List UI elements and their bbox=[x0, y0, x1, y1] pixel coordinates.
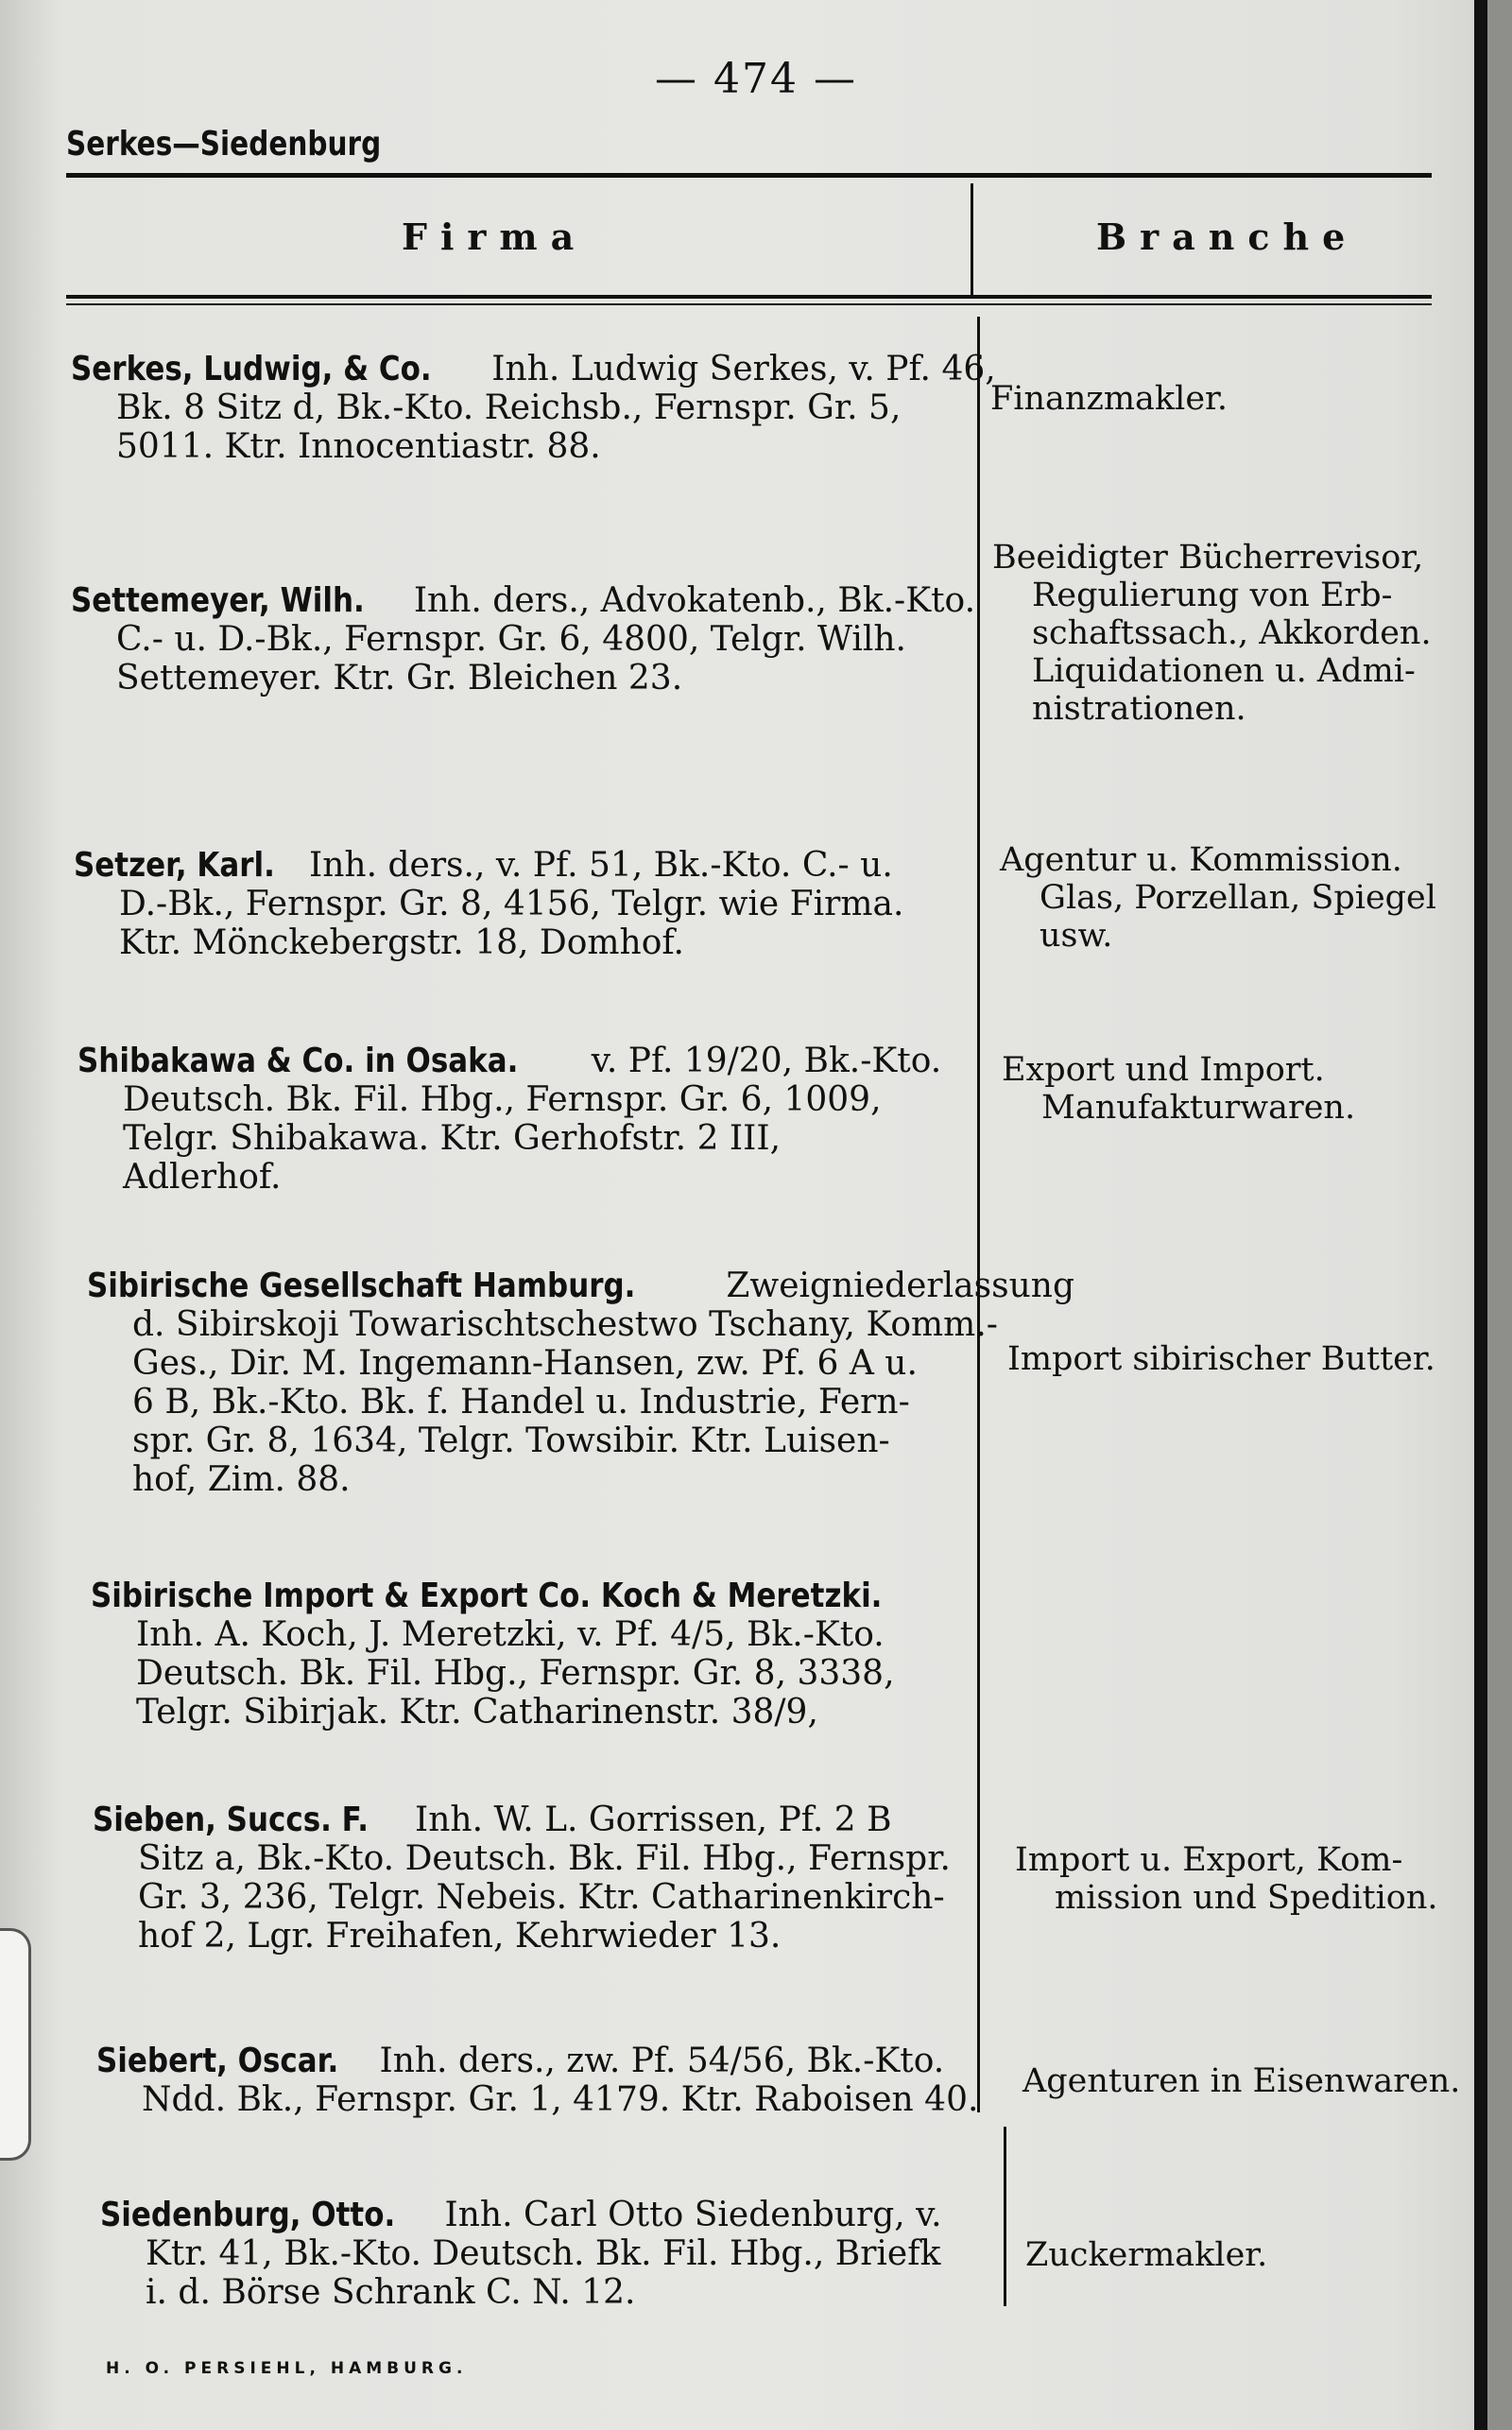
firm-name: Sibirische Gesellschaft Hamburg. bbox=[87, 1267, 636, 1305]
binding-tab bbox=[0, 1928, 31, 2161]
branche-line: Agentur u. Kommission. bbox=[1000, 841, 1402, 879]
branche-line: Manufakturwaren. bbox=[1041, 1089, 1356, 1127]
firm-line bbox=[71, 388, 988, 427]
firm-detail: Ges., Dir. M. Ingemann-Hansen, zw. Pf. 6 A u. bbox=[132, 1344, 918, 1383]
running-head: Serkes—Siedenburg bbox=[66, 125, 382, 164]
firm-line bbox=[71, 427, 988, 466]
branche-line: Glas, Porzellan, Spiegel bbox=[1040, 879, 1436, 917]
firm-detail: Ndd. Bk., Fernspr. Gr. 1, 4179. Ktr. Raboisen 40. bbox=[142, 2080, 979, 2119]
branche-line: mission und Spedition. bbox=[1055, 1879, 1438, 1917]
column-header-firma: Firma bbox=[402, 215, 588, 258]
firm-line bbox=[87, 1267, 1074, 1305]
branche-text bbox=[1007, 1340, 1489, 1378]
page-number: — 474 — bbox=[655, 55, 857, 103]
firm-detail: D.-Bk., Fernspr. Gr. 8, 4156, Telgr. wie Firma. bbox=[119, 885, 904, 923]
header-bottom-rule-2 bbox=[66, 303, 1432, 305]
directory-entry bbox=[87, 1267, 1074, 1499]
firm-text bbox=[100, 2196, 1017, 2312]
firm-line bbox=[93, 1839, 1009, 1878]
firm-name: Siedenburg, Otto. bbox=[100, 2196, 396, 2234]
branche-text bbox=[1022, 2062, 1504, 2100]
firm-name: Serkes, Ludwig, & Co. bbox=[71, 350, 432, 388]
branche-line: Beeidigter Bücherrevisor, bbox=[992, 539, 1424, 577]
firm-detail: Ktr. Mönckebergstr. 18, Domhof. bbox=[119, 923, 684, 962]
firm-text bbox=[71, 581, 988, 698]
firm-detail: Telgr. Sibirjak. Ktr. Catharinenstr. 38/9, bbox=[136, 1693, 818, 1732]
firm-line bbox=[74, 846, 990, 885]
branche-text bbox=[990, 380, 1472, 418]
firm-detail: Zweigniederlassung bbox=[726, 1267, 1074, 1305]
branche-text bbox=[1025, 2236, 1507, 2274]
firm-detail: spr. Gr. 8, 1634, Telgr. Towsibir. Ktr. Luisen- bbox=[132, 1422, 890, 1460]
firm-line bbox=[87, 1383, 1004, 1422]
firm-line bbox=[96, 2080, 1013, 2119]
firm-line bbox=[74, 923, 990, 962]
firm-line bbox=[71, 581, 988, 620]
firm-detail: Inh. Ludwig Serkes, v. Pf. 46, bbox=[491, 350, 996, 388]
firm-line bbox=[91, 1615, 1007, 1654]
branche-line: Import u. Export, Kom- bbox=[1015, 1841, 1403, 1879]
firm-detail: d. Sibirskoji Towarischtschestwo Tschany, Komm.- bbox=[132, 1305, 998, 1344]
directory-entry bbox=[93, 1801, 1009, 1956]
firm-line bbox=[71, 659, 988, 698]
firm-detail: Inh. ders., Advokatenb., Bk.-Kto. bbox=[413, 581, 976, 620]
directory-entry bbox=[77, 1042, 994, 1197]
directory-entry bbox=[71, 350, 996, 466]
firm-detail: Telgr. Shibakawa. Ktr. Gerhofstr. 2 III, bbox=[123, 1119, 782, 1158]
firm-detail: Settemeyer. Ktr. Gr. Bleichen 23. bbox=[116, 659, 683, 698]
firm-detail: 5011. Ktr. Innocentiastr. 88. bbox=[116, 427, 601, 466]
firm-line bbox=[100, 2234, 1017, 2273]
directory-entry bbox=[71, 581, 988, 698]
firm-text bbox=[71, 350, 996, 466]
firm-name: Sieben, Succs. F. bbox=[93, 1801, 369, 1839]
firm-name: Siebert, Oscar. bbox=[96, 2042, 339, 2080]
branche-line: Import sibirischer Butter. bbox=[1007, 1340, 1435, 1378]
firm-line bbox=[87, 1422, 1004, 1460]
firm-line bbox=[77, 1080, 994, 1119]
firm-detail: Sitz a, Bk.-Kto. Deutsch. Bk. Fil. Hbg., Fernspr. bbox=[138, 1839, 951, 1878]
firm-text bbox=[91, 1577, 1007, 1732]
firm-detail: Inh. A. Koch, J. Meretzki, v. Pf. 4/5, Bk.-Kto. bbox=[136, 1615, 885, 1654]
firm-text bbox=[87, 1267, 1074, 1499]
directory-entry bbox=[91, 1577, 1007, 1732]
firm-line bbox=[77, 1158, 994, 1197]
firm-detail: Inh. ders., v. Pf. 51, Bk.-Kto. C.- u. bbox=[309, 846, 893, 885]
branche-text bbox=[992, 539, 1474, 728]
firm-detail: Gr. 3, 236, Telgr. Nebeis. Ktr. Catharinenkirch- bbox=[138, 1878, 945, 1917]
firm-line bbox=[91, 1693, 1007, 1732]
firm-name: Sibirische Import & Export Co. Koch & Meretzki. bbox=[91, 1577, 883, 1615]
firm-detail: hof 2, Lgr. Freihafen, Kehrwieder 13. bbox=[138, 1917, 782, 1956]
firm-detail: Ktr. 41, Bk.-Kto. Deutsch. Bk. Fil. Hbg., Briefk bbox=[146, 2234, 941, 2273]
branche-line: schaftssach., Akkorden. bbox=[1032, 614, 1432, 652]
firm-line bbox=[74, 885, 990, 923]
directory-entry bbox=[96, 2042, 1013, 2119]
firm-line bbox=[87, 1344, 1004, 1383]
firm-name: Setzer, Karl. bbox=[74, 846, 275, 885]
branche-line: Zuckermakler. bbox=[1025, 2236, 1268, 2274]
firm-detail: Bk. 8 Sitz d, Bk.-Kto. Reichsb., Fernspr. Gr. 5, bbox=[116, 388, 902, 427]
branche-line: Regulierung von Erb- bbox=[1032, 577, 1393, 614]
firm-line bbox=[71, 620, 988, 659]
firm-detail: Inh. W. L. Gorrissen, Pf. 2 B bbox=[415, 1801, 892, 1839]
branche-line: Finanzmakler. bbox=[990, 380, 1228, 418]
firm-detail: Inh. Carl Otto Siedenburg, v. bbox=[444, 2196, 942, 2234]
branche-text bbox=[1000, 841, 1482, 955]
firm-text bbox=[74, 846, 990, 962]
printer-imprint: H. O. PERSIEHL, HAMBURG. bbox=[106, 2359, 468, 2378]
firm-detail: Adlerhof. bbox=[123, 1158, 282, 1197]
firm-line bbox=[96, 2042, 1013, 2080]
firm-line bbox=[87, 1460, 1004, 1499]
firm-line bbox=[77, 1119, 994, 1158]
directory-entry bbox=[74, 846, 990, 962]
firm-line bbox=[93, 1878, 1009, 1917]
column-header-branche: Branche bbox=[1096, 215, 1359, 258]
firm-name: Settemeyer, Wilh. bbox=[71, 581, 365, 620]
header-bottom-rule-1 bbox=[66, 295, 1432, 299]
firm-line bbox=[93, 1801, 1009, 1839]
branche-text bbox=[1015, 1841, 1497, 1917]
firm-detail: hof, Zim. 88. bbox=[132, 1460, 351, 1499]
branche-text bbox=[1002, 1051, 1484, 1127]
directory-entry bbox=[100, 2196, 1017, 2312]
firm-line bbox=[93, 1917, 1009, 1956]
firm-text bbox=[96, 2042, 1013, 2119]
firm-line bbox=[100, 2196, 1017, 2234]
firm-detail: C.- u. D.-Bk., Fernspr. Gr. 6, 4800, Telgr. Wilh. bbox=[116, 620, 906, 659]
firm-line bbox=[91, 1577, 1007, 1615]
firm-line bbox=[100, 2273, 1017, 2312]
firm-detail: 6 B, Bk.-Kto. Bk. f. Handel u. Industrie, Fern- bbox=[132, 1383, 910, 1422]
firm-detail: i. d. Börse Schrank C. N. 12. bbox=[146, 2273, 636, 2312]
firm-line bbox=[71, 350, 996, 388]
firm-name: Shibakawa & Co. in Osaka. bbox=[77, 1042, 519, 1080]
firm-text bbox=[93, 1801, 1009, 1956]
firm-line bbox=[91, 1654, 1007, 1693]
firm-line bbox=[77, 1042, 994, 1080]
branche-line: Agenturen in Eisenwaren. bbox=[1022, 2062, 1461, 2100]
header-top-rule bbox=[66, 173, 1432, 178]
branche-line: Export und Import. bbox=[1002, 1051, 1325, 1089]
column-divider-header bbox=[971, 183, 973, 295]
branche-line: usw. bbox=[1040, 917, 1113, 955]
branche-line: nistrationen. bbox=[1032, 690, 1246, 728]
branche-line: Liquidationen u. Admi- bbox=[1032, 652, 1416, 690]
firm-text bbox=[77, 1042, 994, 1197]
firm-detail: Deutsch. Bk. Fil. Hbg., Fernspr. Gr. 8, 3338, bbox=[136, 1654, 895, 1693]
firm-detail: v. Pf. 19/20, Bk.-Kto. bbox=[591, 1042, 942, 1080]
firm-detail: Deutsch. Bk. Fil. Hbg., Fernspr. Gr. 6, 1009, bbox=[123, 1080, 882, 1119]
firm-line bbox=[87, 1305, 1004, 1344]
firm-detail: Inh. ders., zw. Pf. 54/56, Bk.-Kto. bbox=[379, 2042, 945, 2080]
